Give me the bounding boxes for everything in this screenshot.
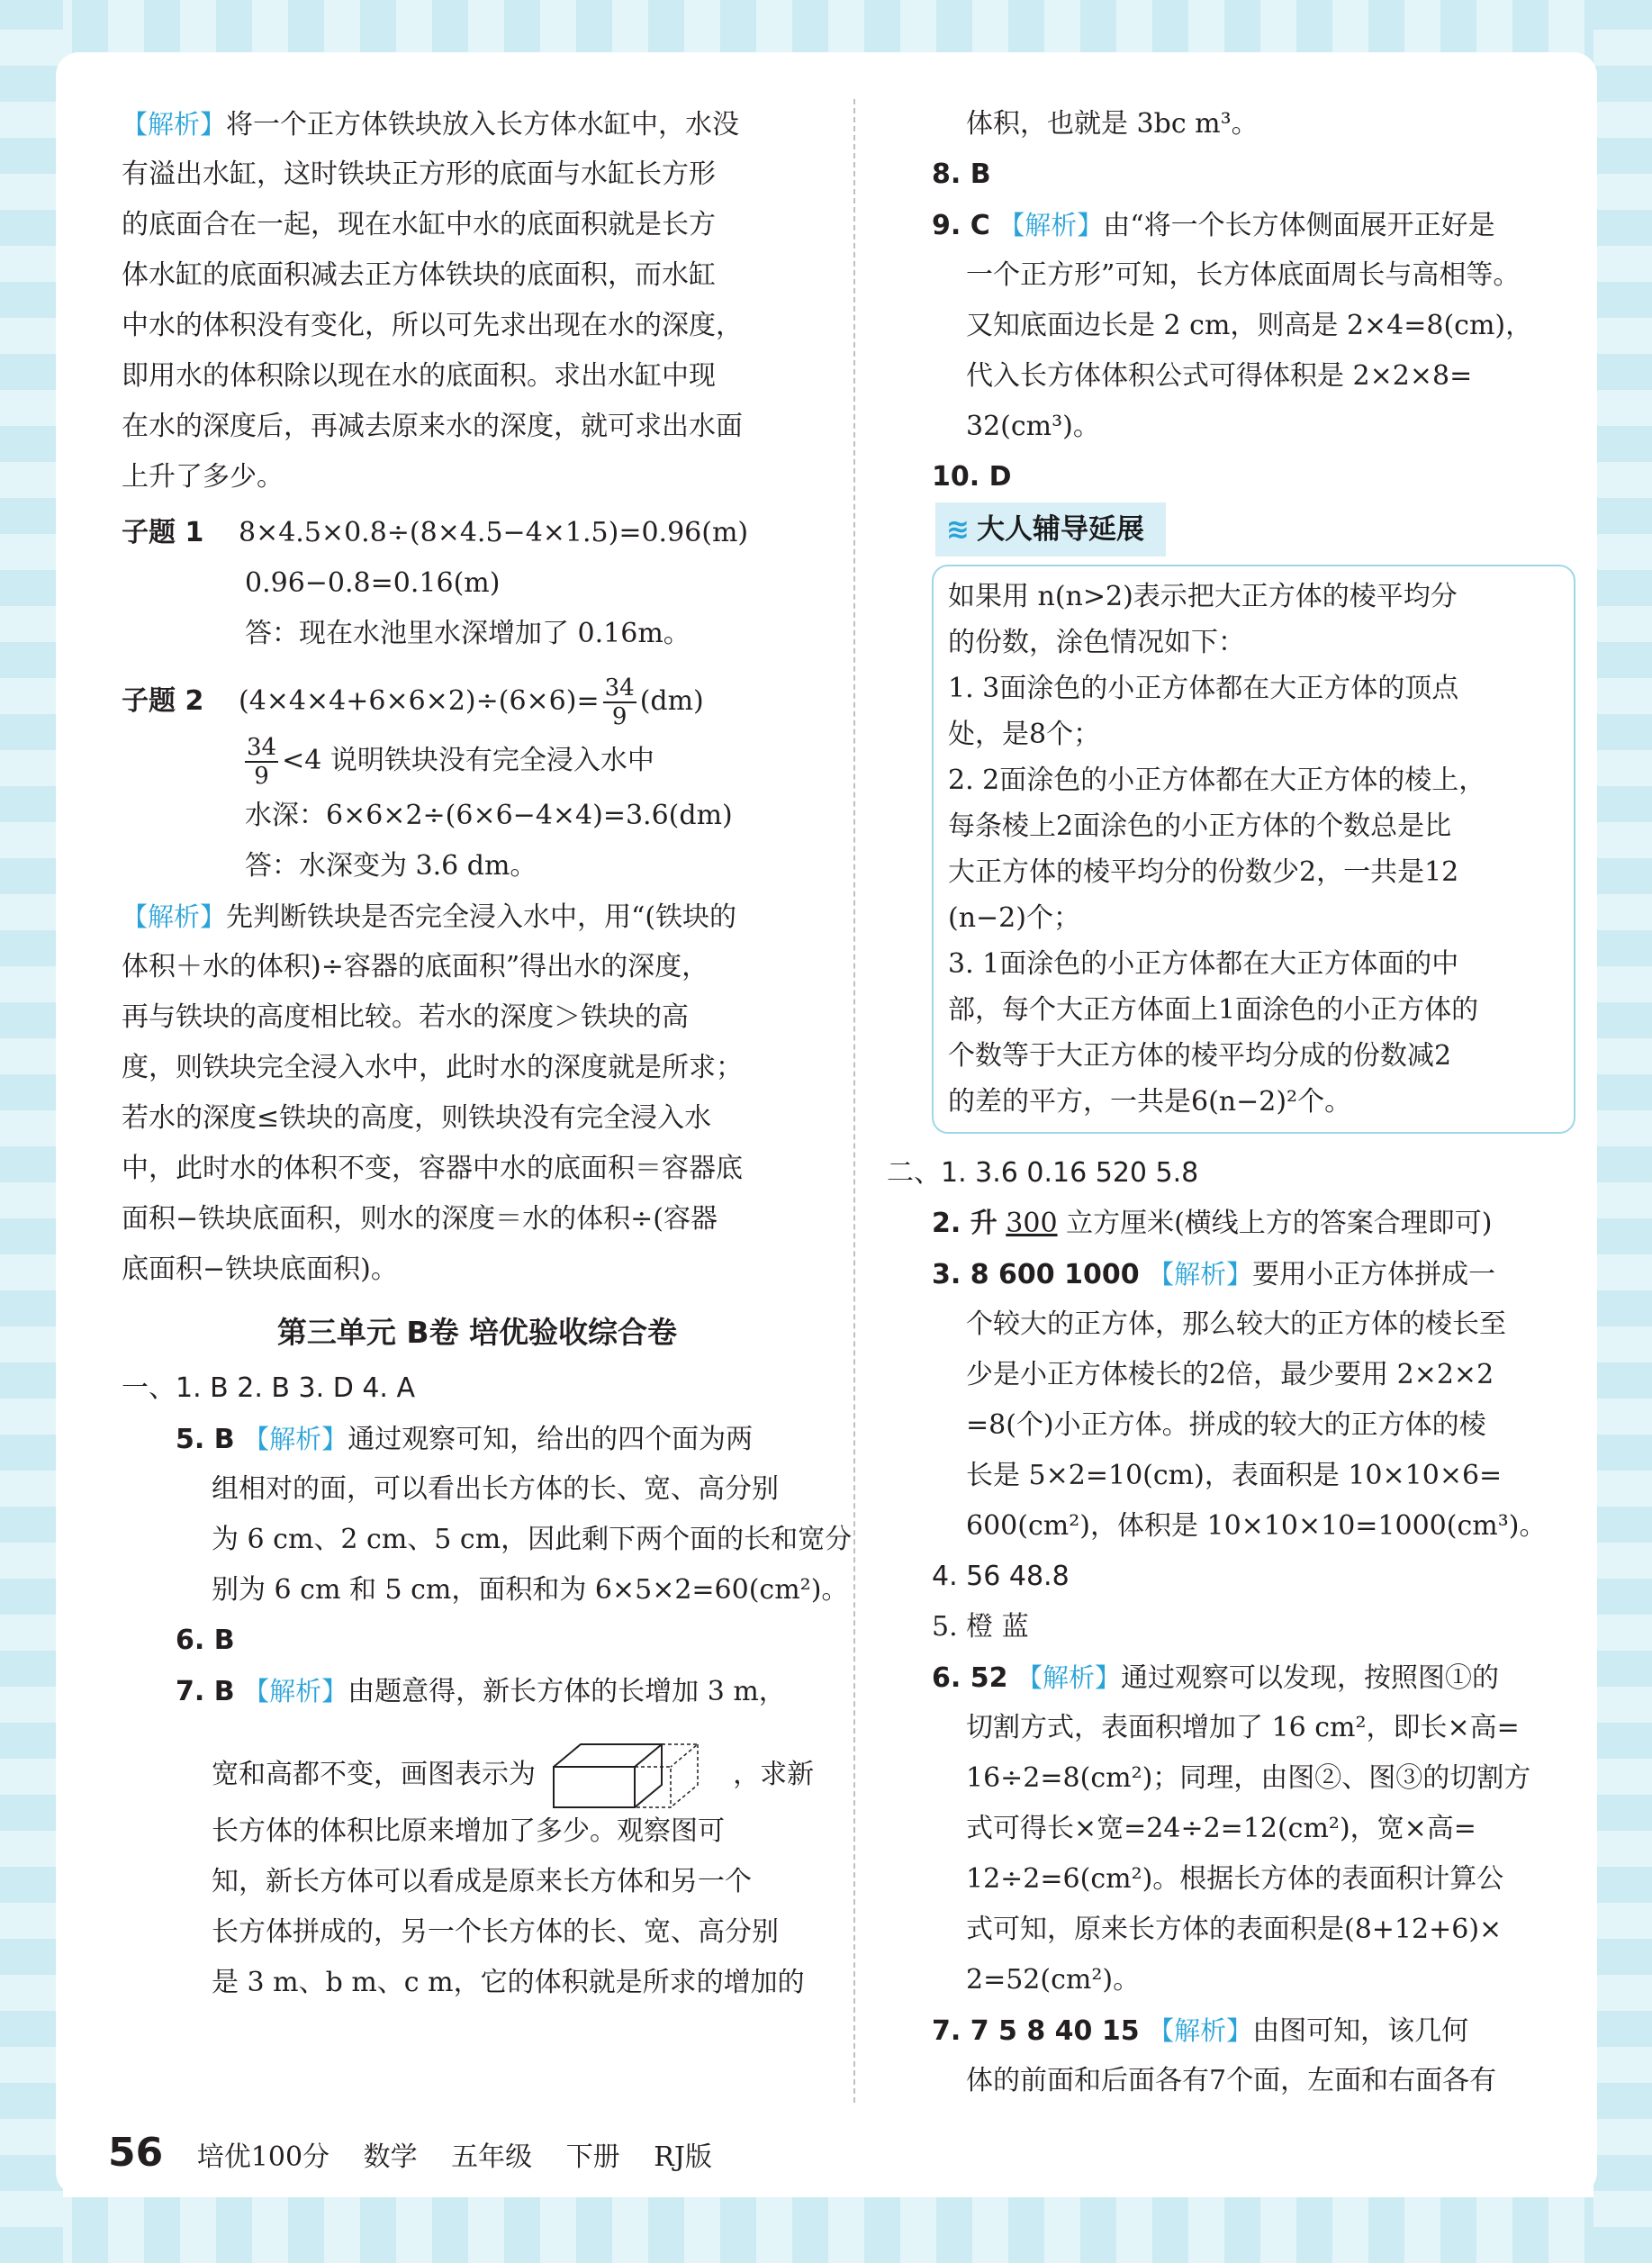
section2-q5: 5. 橙 蓝 bbox=[932, 1611, 1029, 1643]
text: 8×4.5×0.8÷(8×4.5−4×1.5)=0.96(m) bbox=[239, 517, 749, 548]
fraction-denominator: 9 bbox=[611, 703, 627, 730]
analysis-tag: 【解析】 bbox=[1016, 1662, 1122, 1693]
text-line: 1. 3面涂色的小正方体都在大正方体的顶点 bbox=[948, 673, 1459, 704]
fraction-numerator: 34 bbox=[247, 734, 277, 761]
analysis-tag: 【解析】 bbox=[243, 1424, 348, 1454]
text: 将一个正方体铁块放入长方体水缸中，水没 bbox=[226, 109, 740, 140]
text-line: 上升了多少。 bbox=[122, 461, 284, 493]
text-line bbox=[122, 892, 833, 942]
text-line: 如果用 n(n>2)表示把大正方体的棱平均分 bbox=[948, 581, 1458, 612]
question-6: 6. B bbox=[176, 1625, 235, 1656]
decorative-border-bottom bbox=[0, 2197, 1652, 2263]
text-line: 式可得长×宽=24÷2=12(cm²)，宽×高= bbox=[966, 1813, 1476, 1844]
text: (4×4×4+6×6×2)÷(6×6)= bbox=[239, 685, 600, 717]
text-line: 体的前面和后面各有7个面，左面和右面各有 bbox=[966, 2065, 1497, 2096]
question-7 bbox=[122, 1666, 833, 1716]
analysis-tag: 【解析】 bbox=[122, 901, 227, 932]
text: 2. 升 bbox=[932, 1208, 998, 1239]
text-line: 度，则铁块完全浸入水中，此时水的深度就是所求； bbox=[122, 1052, 743, 1083]
section2-q2 bbox=[887, 1199, 1589, 1249]
text: 由图可知，该几何 bbox=[1252, 2015, 1469, 2047]
extension-section bbox=[887, 502, 1589, 1134]
fraction-numerator: 34 bbox=[604, 674, 635, 702]
text-line: 长方体拼成的，另一个长方体的长、宽、高分别 bbox=[212, 1916, 779, 1948]
subject: 数学 bbox=[363, 2141, 418, 2173]
question-8: 8. B bbox=[932, 158, 991, 190]
text-line: 600(cm²)，体积是 10×10×10=1000(cm³)。 bbox=[966, 1510, 1547, 1542]
text: 先判断铁块是否完全浸入水中，用“(铁块的 bbox=[226, 901, 737, 933]
text-line: 2. 2面涂色的小正方体都在大正方体的棱上， bbox=[948, 765, 1486, 796]
section2-q1: 二、1. 3.6 0.16 520 5.8 bbox=[887, 1157, 1199, 1189]
text-line: 长是 5×2=10(cm)，表面积是 10×10×6= bbox=[966, 1460, 1503, 1491]
column-divider bbox=[853, 99, 855, 2103]
edition: RJ版 bbox=[654, 2141, 712, 2173]
decorative-border-right bbox=[1593, 0, 1652, 2263]
text-line: 少是小正方体棱长的2倍，最少要用 2×2×2 bbox=[966, 1359, 1494, 1390]
text-line: =8(个)小正方体。拼成的较大的正方体的棱 bbox=[966, 1409, 1486, 1441]
text-line: 又知底面边长是 2 cm，则高是 2×4=8(cm)， bbox=[966, 310, 1533, 341]
fraction bbox=[245, 734, 278, 790]
unit-title: 第三单元 B卷 培优验收综合卷 bbox=[276, 1315, 678, 1350]
text: 要用小正方体拼成一 bbox=[1252, 1259, 1496, 1290]
text: <4 说明铁块没有完全浸入水中 bbox=[282, 745, 654, 776]
question-number: 7. B bbox=[176, 1676, 235, 1707]
subquestion-2 bbox=[122, 672, 833, 731]
text-line: 在水的深度后，再减去原来水的深度，就可求出水面 bbox=[122, 411, 743, 442]
book-title: 培优100分 bbox=[196, 2141, 330, 2173]
text-line: 中水的体积没有变化，所以可先求出现在水的深度， bbox=[122, 310, 743, 341]
question-number: 7. 7 5 8 40 15 bbox=[932, 2015, 1140, 2047]
extension-title bbox=[935, 502, 1166, 557]
text: ，求新 bbox=[733, 1759, 815, 1790]
text: 通过观察可以发现，按照图①的 bbox=[1121, 1662, 1500, 1694]
text-line: 长方体的体积比原来增加了多少。观察图可 bbox=[212, 1815, 725, 1847]
section2-q6 bbox=[887, 1652, 1589, 1703]
text-line: 每条棱上2面涂色的小正方体的个数总是比 bbox=[948, 810, 1452, 842]
question-10: 10. D bbox=[932, 461, 1012, 493]
text-line: 部，每个大正方体面上1面涂色的小正方体的 bbox=[948, 994, 1479, 1026]
text-line: 若水的深度≤铁块的高度，则铁块没有完全浸入水 bbox=[122, 1102, 712, 1134]
text: 立方厘米(横线上方的答案合理即可) bbox=[1066, 1208, 1493, 1239]
text-line: 代入长方体体积公式可得体积是 2×2×8= bbox=[966, 360, 1473, 392]
text-line: 个数等于大正方体的棱平均分成的份数减2 bbox=[948, 1040, 1452, 1072]
section2-q4: 4. 56 48.8 bbox=[932, 1561, 1070, 1592]
page-footer bbox=[108, 2130, 737, 2176]
analysis-tag: 【解析】 bbox=[243, 1676, 348, 1706]
text-line: 体积＋水的体积)÷容器的底面积”得出水的深度， bbox=[122, 951, 709, 982]
question-number: 3. 8 600 1000 bbox=[932, 1259, 1140, 1290]
text-line: 处，是8个； bbox=[948, 719, 1101, 750]
text-line: 体水缸的底面积减去正方体铁块的底面积，而水缸 bbox=[122, 259, 716, 291]
wave-icon: ≋ bbox=[946, 513, 970, 546]
term: 下册 bbox=[565, 2141, 620, 2173]
right-column bbox=[887, 99, 1589, 2106]
text-line: 16÷2=8(cm²)；同理，由图②、图③的切割方 bbox=[966, 1762, 1531, 1794]
text: (dm) bbox=[639, 685, 704, 717]
text-line: 即用水的体积除以现在水的底面积。求出水缸中现 bbox=[122, 360, 716, 392]
question-9 bbox=[887, 200, 1589, 250]
text-line bbox=[122, 1716, 833, 1806]
section2-q7 bbox=[887, 2005, 1589, 2056]
text-line: 2=52(cm²)。 bbox=[966, 1964, 1141, 1996]
text-line: 面积−铁块底面积，则水的深度＝水的体积÷(容器 bbox=[122, 1203, 718, 1235]
analysis-tag: 【解析】 bbox=[998, 210, 1104, 240]
text-line: 为 6 cm、2 cm、5 cm，因此剩下两个面的长和宽分 bbox=[212, 1524, 853, 1555]
fraction-denominator: 9 bbox=[254, 763, 269, 790]
text-line: 个较大的正方体，那么较大的正方体的棱长至 bbox=[966, 1308, 1506, 1340]
grade: 五年级 bbox=[451, 2141, 533, 2173]
analysis-tag: 【解析】 bbox=[122, 109, 227, 140]
text-line bbox=[122, 731, 833, 791]
analysis-tag: 【解析】 bbox=[1148, 2015, 1253, 2046]
text-line: 切割方式，表面积增加了 16 cm²，即长×高= bbox=[966, 1712, 1520, 1743]
text: 由“将一个长方体侧面展开正好是 bbox=[1103, 210, 1495, 241]
text: 通过观察可知，给出的四个面为两 bbox=[348, 1424, 754, 1455]
text-line: 组相对的面，可以看出长方体的长、宽、高分别 bbox=[212, 1473, 779, 1505]
section2-q3 bbox=[887, 1249, 1589, 1299]
text-line: 大正方体的棱平均分的份数少2，一共是12 bbox=[948, 856, 1459, 888]
cuboid-figure bbox=[545, 1740, 725, 1812]
decorative-border-left bbox=[0, 0, 63, 2263]
text: 由题意得，新长方体的长增加 3 m， bbox=[348, 1676, 786, 1707]
question-number: 9. C bbox=[932, 210, 990, 241]
text-line: 的差的平方，一共是6(n−2)²个。 bbox=[948, 1086, 1352, 1118]
text-line: 中，此时水的体积不变，容器中水的底面积＝容器底 bbox=[122, 1153, 743, 1184]
text-line: 底面积−铁块底面积)。 bbox=[122, 1254, 398, 1285]
left-column bbox=[122, 99, 853, 2008]
text-line: 有溢出水缸，这时铁块正方形的底面与水缸长方形 bbox=[122, 158, 716, 190]
subquestion-1 bbox=[122, 508, 833, 558]
answers-row: 一、1. B 2. B 3. D 4. A bbox=[122, 1372, 416, 1404]
text-line: 答：水深变为 3.6 dm。 bbox=[245, 850, 537, 882]
text-line: 是 3 m、b m、c m，它的体积就是所求的增加的 bbox=[212, 1967, 805, 1998]
text-line: 别为 6 cm 和 5 cm，面积和为 6×5×2=60(cm²)。 bbox=[212, 1574, 849, 1606]
text-line: 12÷2=6(cm²)。根据长方体的表面积计算公 bbox=[966, 1863, 1504, 1895]
analysis-tag: 【解析】 bbox=[1148, 1259, 1253, 1290]
text-line: 再与铁块的高度相比较。若水的深度＞铁块的高 bbox=[122, 1001, 689, 1033]
fraction bbox=[603, 674, 636, 730]
text-line: 式可知，原来长方体的表面积是(8+12+6)× bbox=[966, 1914, 1503, 1945]
subquestion-label: 子题 1 bbox=[122, 517, 204, 548]
text-line: 知，新长方体可以看成是原来长方体和另一个 bbox=[212, 1866, 752, 1897]
question-5 bbox=[122, 1414, 833, 1464]
text-line: (n−2)个； bbox=[948, 902, 1080, 934]
extension-box bbox=[932, 565, 1575, 1134]
subquestion-label: 子题 2 bbox=[122, 685, 204, 717]
text-line: 答：现在水池里水深增加了 0.16m。 bbox=[245, 618, 691, 649]
fig-label-a bbox=[590, 1808, 600, 1812]
question-number: 6. 52 bbox=[932, 1662, 1008, 1694]
text: 宽和高都不变，画图表示为 bbox=[212, 1759, 536, 1790]
text-line: 一个正方形”可知，长方体底面周长与高相等。 bbox=[966, 259, 1521, 291]
text-line: 32(cm³)。 bbox=[966, 411, 1100, 442]
text-line: 的份数，涂色情况如下： bbox=[948, 627, 1245, 658]
text-line: 体积，也就是 3bc m³。 bbox=[966, 108, 1259, 140]
text: 大人辅导延展 bbox=[976, 513, 1144, 546]
text-line: 的底面合在一起，现在水缸中水的底面积就是长方 bbox=[122, 209, 716, 240]
text-line: 3. 1面涂色的小正方体都在大正方体面的中 bbox=[948, 948, 1459, 980]
text-line bbox=[122, 99, 833, 149]
text-line: 水深：6×6×2÷(6×6−4×4)=3.6(dm) bbox=[245, 800, 733, 831]
cuboid-diagram bbox=[545, 1740, 725, 1812]
question-number: 5. B bbox=[176, 1424, 235, 1455]
text-line: 0.96−0.8=0.16(m) bbox=[245, 567, 501, 599]
page-number: 56 bbox=[108, 2130, 164, 2176]
blank-answer: 300 bbox=[1006, 1208, 1058, 1239]
